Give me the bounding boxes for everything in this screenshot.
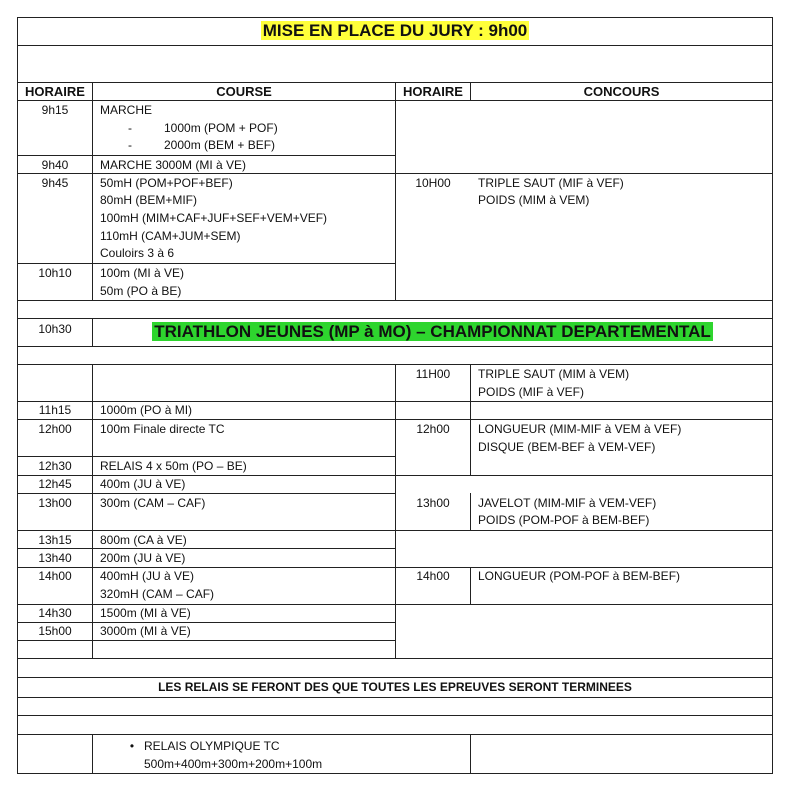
rule [17,493,395,494]
race-cell: 3000m (MI à VE) [100,624,191,638]
rule [17,17,773,18]
rule [17,300,773,301]
rule [17,697,773,698]
rule [470,734,471,773]
time-cell: 10h30 [38,322,72,336]
rule [17,45,773,46]
time-cell: 9h45 [41,176,69,190]
race-cell: 400mH (JU à VE) [100,569,195,583]
rule [17,346,773,347]
race-cell: 800m (CA à VE) [100,533,187,547]
rule [17,17,18,773]
rule [17,263,395,264]
triathlon-title: TRIATHLON JEUNES (MP à MO) – CHAMPIONNAT DEPARTEMENTAL [154,322,711,341]
race-cell: 300m (CAM – CAF) [100,496,206,510]
time-cell: 13h00 [38,496,72,510]
concours-cell: DISQUE (BEM-BEF à VEM-VEF) [478,440,656,454]
race-cell: MARCHE [100,103,153,117]
rule [17,155,395,156]
time-cell: 14h00 [38,569,72,583]
rule [92,734,93,773]
race-subitem: - 1000m (POM + POF) [128,121,278,135]
race-cell: 50mH (POM+POF+BEF) [100,176,233,190]
race-cell: MARCHE 3000M (MI à VE) [100,158,247,172]
concours-cell: LONGUEUR (POM-POF à BEM-BEF) [478,569,681,583]
race-cell: 50m (PO à BE) [100,284,182,298]
time-cell: 14h30 [38,606,72,620]
rule [92,82,93,300]
time-cell: 12h00 [38,422,72,436]
rule [470,493,471,530]
rule [17,734,773,735]
rule [17,715,773,716]
concours-cell: POIDS (MIM à VEM) [478,193,590,207]
rule [17,658,773,659]
race-cell: 1000m (PO à MI) [100,403,193,417]
rule [17,456,395,457]
concours-time-cell: 12h00 [416,422,450,436]
concours-time-cell: 11H00 [415,367,451,381]
header-horaire: HORAIRE [25,84,85,99]
time-cell: 11h15 [38,403,72,417]
time-cell: 9h40 [41,158,69,172]
race-cell: 100m Finale directe TC [100,422,225,436]
rule [17,640,395,641]
time-cell: 13h15 [38,533,72,547]
concours-cell: LONGUEUR (MIM-MIF à VEM à VEF) [478,422,682,436]
olympique-item: • RELAIS OLYMPIQUE TC [120,738,280,755]
rule [92,364,93,658]
time-cell: 12h45 [38,477,72,491]
time-cell: 12h30 [38,459,72,473]
header-course: COURSE [216,84,272,99]
race-cell: 200m (JU à VE) [100,551,186,565]
race-subitem: - 2000m (BEM + BEF) [128,138,276,152]
time-cell: 15h00 [38,624,72,638]
concours-cell: TRIPLE SAUT (MIM à VEM) [478,367,630,381]
rule [470,364,471,475]
rule [17,318,773,319]
race-cell: 100m (MI à VE) [100,266,185,280]
concours-cell: TRIPLE SAUT (MIF à VEF) [478,176,624,190]
relais-note: LES RELAIS SE FERONT DES QUE TOUTES LES EPREUVES SERONT TERMINEES [158,680,632,694]
concours-time-cell: 14h00 [416,569,450,583]
race-cell: 80mH (BEM+MIF) [100,193,198,207]
concours-cell: POIDS (POM-POF à BEM-BEF) [478,513,650,527]
race-cell: 1500m (MI à VE) [100,606,191,620]
race-cell: 100mH (MIM+CAF+JUF+SEF+VEM+VEF) [100,211,328,225]
page-title: MISE EN PLACE DU JURY : 9h00 [262,21,528,40]
header-concours: CONCOURS [583,84,660,99]
concours-cell: POIDS (MIF à VEF) [478,385,585,399]
rule [17,677,773,678]
concours-time-cell: 10H00 [415,176,451,190]
race-cell: 320mH (CAM – CAF) [100,587,215,601]
concours-time-cell: 13h00 [416,496,450,510]
race-cell: 110mH (CAM+JUM+SEM) [100,229,241,243]
time-cell: 9h15 [41,103,69,117]
header-horaire-concours: HORAIRE [403,84,463,99]
bullet-icon: • [129,739,135,753]
olympique-detail: 500m+400m+300m+200m+100m [144,757,323,771]
race-cell: 400m (JU à VE) [100,477,186,491]
rule [772,17,773,773]
race-cell: Couloirs 3 à 6 [100,246,175,260]
concours-cell: JAVELOT (MIM-MIF à VEM-VEF) [478,496,657,510]
time-cell: 10h10 [38,266,72,280]
rule [17,773,773,774]
rule [470,567,471,604]
time-cell: 13h40 [38,551,72,565]
race-cell: RELAIS 4 x 50m (PO – BE) [100,459,247,473]
